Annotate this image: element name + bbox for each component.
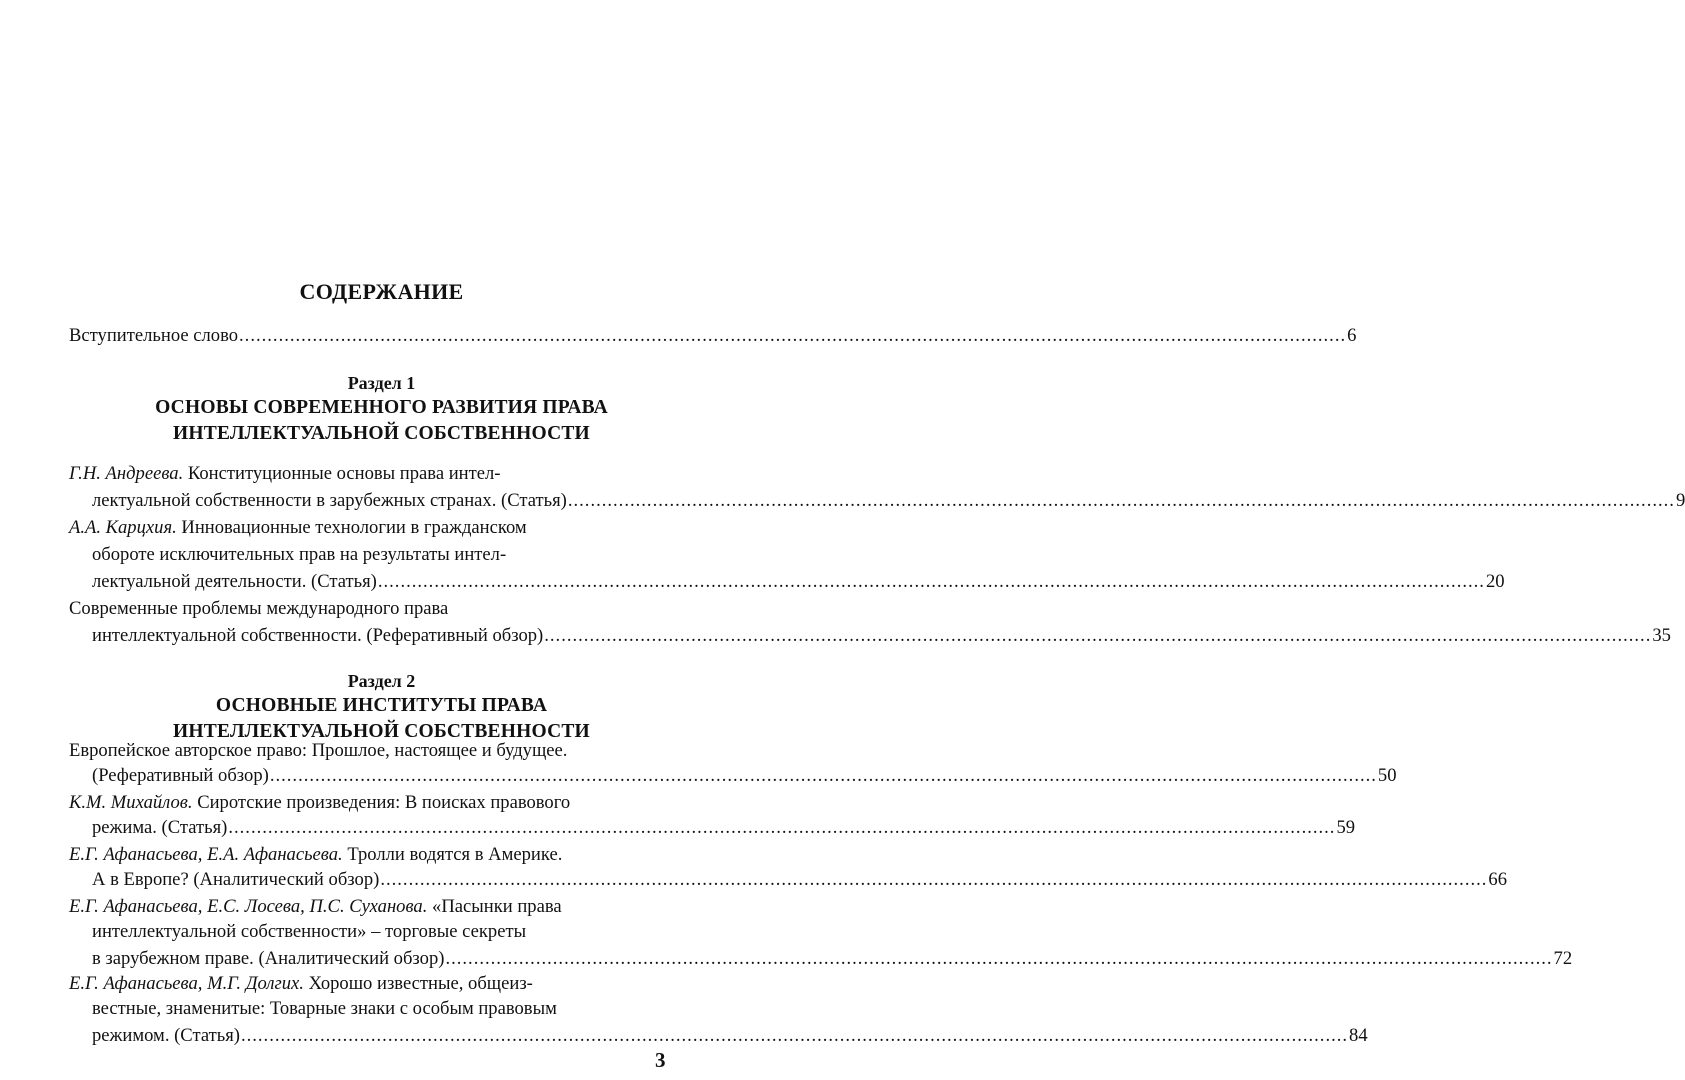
toc-entry-line (92, 762, 1397, 789)
toc-entry-author: Г.Н. Андреева. (69, 463, 184, 484)
toc-entry-text: в зарубежном праве. (Аналитический обзор) (92, 948, 445, 969)
toc-entry-line (92, 622, 1671, 649)
toc-entry-intro (69, 322, 1357, 349)
toc-entry-text: Вступительное слово (69, 325, 239, 346)
toc-entry-text: Конституционные основы права интел- (187, 463, 501, 484)
toc-entry-text: режимом. (Статья) (92, 1025, 240, 1046)
toc-entry-line (69, 514, 670, 541)
section-title-line: ИНТЕЛЛЕКТУАЛЬНОЙ СОБСТВЕННОСТИ (173, 721, 590, 742)
toc-entry-text: лектуальной собственности в зарубежных странах. (Статья) (92, 490, 567, 511)
toc-entry-page: 50 (1377, 765, 1397, 786)
toc-entry-page: 84 (1349, 1025, 1368, 1046)
toc-entry-line (92, 568, 1505, 595)
toc-entry-page: 66 (1488, 869, 1508, 890)
section-title-line: ОСНОВНЫЕ ИНСТИТУТЫ ПРАВА (215, 695, 548, 716)
toc-entry-text: обороте исключительных прав на результаты интел- (92, 544, 507, 565)
dot-leader: .................................................................................................................................................................................................... (445, 948, 1553, 969)
toc-entry-line (69, 893, 670, 920)
page-number: 3 (655, 1048, 666, 1072)
dot-leader: .................................................................................................................................................................................................... (377, 571, 1485, 592)
toc-entry-author: Е.Г. Афанасьева, Е.С. Лосева, П.С. Суханова. (69, 896, 428, 917)
toc-entry-text: Хорошо известные, общеиз- (308, 973, 533, 994)
dot-leader: .................................................................................................................................................................................................... (380, 869, 1488, 890)
dot-leader: .................................................................................................................................................................................................... (240, 1025, 1349, 1046)
dot-leader: .................................................................................................................................................................................................... (544, 625, 1652, 646)
section-label: Раздел 1 (347, 373, 416, 393)
toc-title: СОДЕРЖАНИЕ (299, 279, 464, 304)
toc-entry-line (92, 1022, 1368, 1049)
toc-entry-text: (Реферативный обзор) (92, 765, 269, 786)
toc-entry-author: Е.Г. Афанасьева, М.Г. Долгих. (69, 973, 304, 994)
dot-leader: .................................................................................................................................................................................................... (239, 325, 1347, 346)
toc-entry-line (92, 945, 1573, 972)
toc-entry-text: режима. (Статья) (92, 817, 228, 838)
toc-entry-line (92, 541, 670, 568)
dot-leader: .................................................................................................................................................................................................... (567, 490, 1675, 511)
toc-entry-page: 20 (1485, 571, 1505, 592)
toc-entry-text: Тролли водятся в Америке. (347, 844, 563, 865)
toc-entry-text: интеллектуальной собственности. (Реферативный обзор) (92, 625, 544, 646)
toc-entry-page: 6 (1347, 325, 1357, 346)
toc-entry-text: А в Европе? (Аналитический обзор) (92, 869, 380, 890)
dot-leader: .................................................................................................................................................................................................... (269, 765, 1377, 786)
toc-entry-author: Е.Г. Афанасьева, Е.А. Афанасьева. (69, 844, 343, 865)
toc-entry-line (69, 595, 670, 622)
toc-entry-text: Сиротские произведения: В поисках правового (197, 792, 571, 813)
toc-entry-page: 72 (1553, 948, 1573, 969)
toc-entry-line (92, 918, 670, 945)
toc-entry-text: Инновационные технологии в гражданском (181, 517, 527, 538)
toc-entry-text: интеллектуальной собственности» – торговые секреты (92, 921, 527, 942)
toc-entry-text: лектуальной деятельности. (Статья) (92, 571, 377, 592)
toc-entry-line (92, 814, 1356, 841)
toc-entry-text: Европейское авторское право: Прошлое, настоящее и будущее. (69, 740, 568, 761)
toc-entry-text: вестные, знаменитые: Товарные знаки с особым правовым (92, 998, 557, 1019)
toc-entry-page: 9 (1675, 490, 1685, 511)
dot-leader: .................................................................................................................................................................................................... (228, 817, 1336, 838)
toc-entry-page: 35 (1652, 625, 1671, 646)
toc-entry-page: 59 (1336, 817, 1356, 838)
toc-entry-line (92, 995, 670, 1022)
toc-entry-line (69, 970, 670, 997)
toc-entry-line (69, 841, 670, 868)
toc-entry-text: Современные проблемы международного права (69, 598, 449, 619)
section-label: Раздел 2 (347, 671, 416, 691)
section-1-heading (0, 371, 763, 447)
toc-entry-author: А.А. Карцхия. (69, 517, 177, 538)
section-title-line: ИНТЕЛЛЕКТУАЛЬНОЙ СОБСТВЕННОСТИ (173, 423, 590, 444)
toc-entry-line (69, 460, 670, 487)
section-title-line: ОСНОВЫ СОВРЕМЕННОГО РАЗВИТИЯ ПРАВА (155, 397, 608, 418)
toc-entry-author: К.М. Михайлов. (69, 792, 193, 813)
toc-entry-line (69, 737, 670, 764)
toc-entry-line (92, 866, 1508, 893)
section-2-heading (0, 669, 763, 745)
toc-entry-text: «Пасынки права (432, 896, 562, 917)
toc-entry-line (69, 789, 670, 816)
toc-entry-line (92, 487, 1685, 514)
